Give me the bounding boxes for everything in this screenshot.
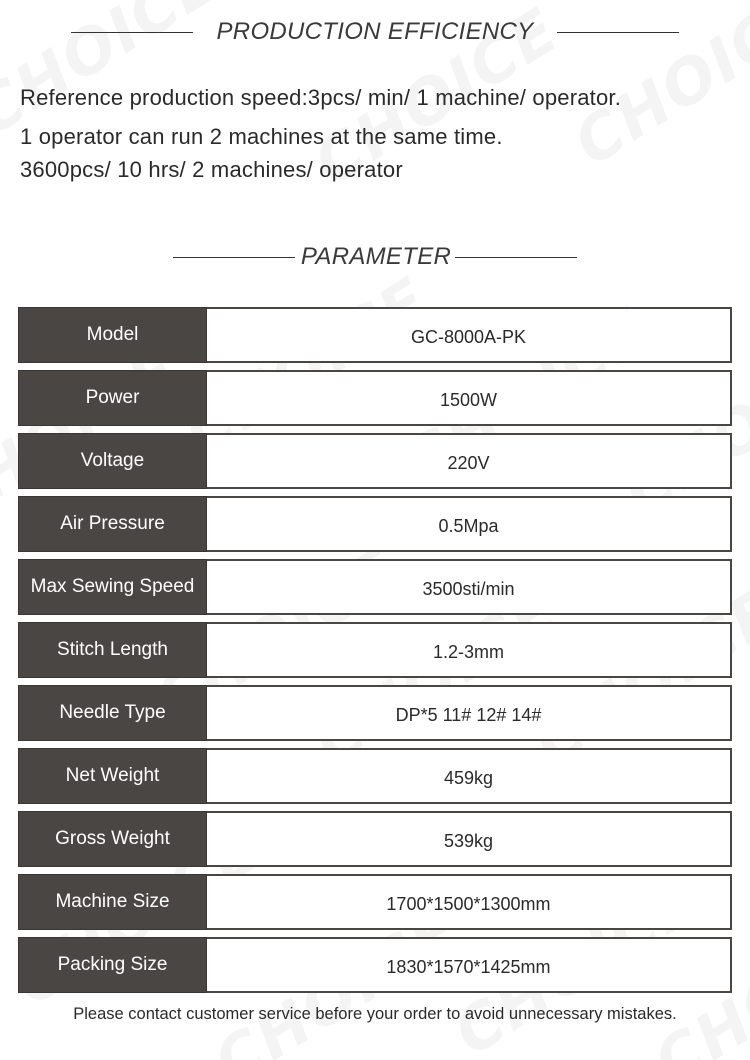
table-row	[18, 307, 732, 363]
row-value: 539kg	[207, 811, 732, 867]
table-row	[18, 622, 732, 678]
table-row	[18, 874, 732, 930]
row-label: Voltage	[18, 433, 207, 489]
table-row	[18, 937, 732, 993]
row-label: Needle Type	[18, 685, 207, 741]
row-label: Machine Size	[18, 874, 207, 930]
row-label: Stitch Length	[18, 622, 207, 678]
footer-note: Please contact customer service before your order to avoid unnecessary mistakes.	[73, 1005, 677, 1023]
header-divider-left	[71, 32, 193, 33]
table-row	[18, 685, 732, 741]
parameter-header	[0, 243, 750, 271]
row-value: 3500sti/min	[207, 559, 732, 615]
header-divider-right	[455, 257, 577, 258]
row-label: Net Weight	[18, 748, 207, 804]
table-row	[18, 370, 732, 426]
efficiency-line: Reference production speed:3pcs/ min/ 1 machine/ operator.	[20, 85, 622, 110]
row-value: 459kg	[207, 748, 732, 804]
row-label: Packing Size	[18, 937, 207, 993]
efficiency-header	[0, 18, 750, 46]
efficiency-line: 1 operator can run 2 machines at the same time.	[20, 124, 503, 149]
row-value: 1700*1500*1300mm	[207, 874, 732, 930]
table-row	[18, 748, 732, 804]
row-value: GC-8000A-PK	[207, 307, 732, 363]
row-value: 1500W	[207, 370, 732, 426]
table-row	[18, 811, 732, 867]
row-label: Gross Weight	[18, 811, 207, 867]
efficiency-line: 3600pcs/ 10 hrs/ 2 machines/ operator	[20, 157, 403, 182]
row-value: 220V	[207, 433, 732, 489]
row-label: Model	[18, 307, 207, 363]
table-row	[18, 559, 732, 615]
row-value: 0.5Mpa	[207, 496, 732, 552]
row-label: Power	[18, 370, 207, 426]
table-row	[18, 496, 732, 552]
row-value: DP*5 11# 12# 14#	[207, 685, 732, 741]
header-divider-right	[557, 32, 679, 33]
efficiency-title: PRODUCTION EFFICIENCY	[216, 18, 534, 45]
parameter-title: PARAMETER	[300, 243, 452, 270]
table-row	[18, 433, 732, 489]
header-divider-left	[173, 257, 295, 258]
row-label: Air Pressure	[18, 496, 207, 552]
row-label: Max Sewing Speed	[18, 559, 207, 615]
row-value: 1.2-3mm	[207, 622, 732, 678]
row-value: 1830*1570*1425mm	[207, 937, 732, 993]
